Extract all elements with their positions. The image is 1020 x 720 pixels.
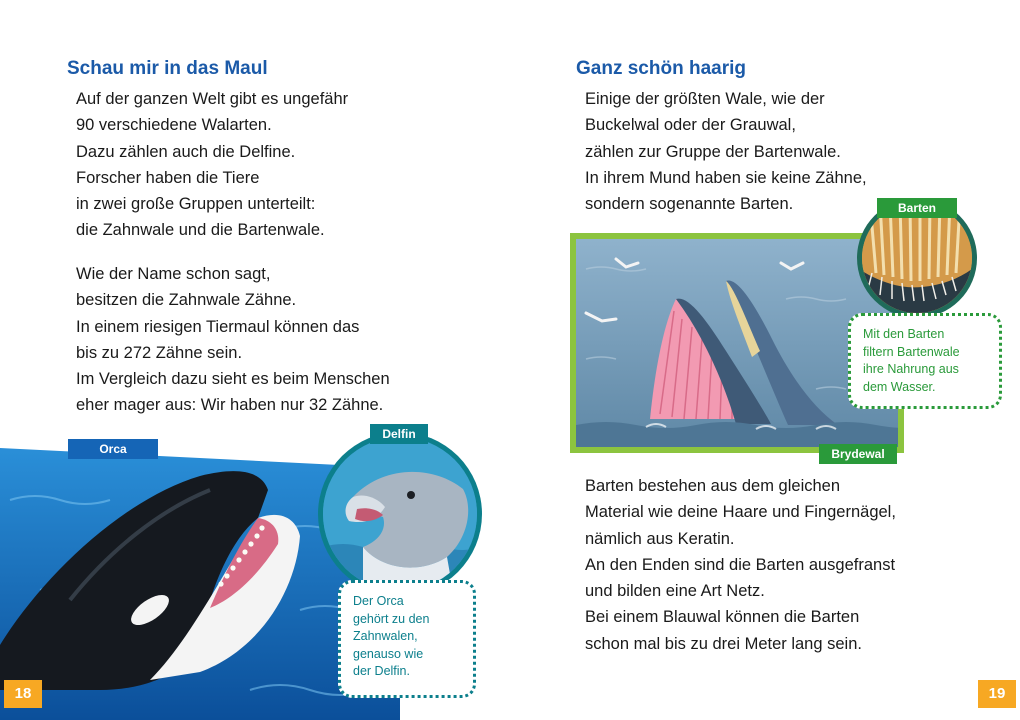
baleen-caption [848, 313, 1002, 409]
text-line: An den Enden sind die Barten ausgefranst [585, 555, 896, 574]
text-line: in zwei große Gruppen unterteilt: [76, 195, 316, 214]
text-line: Einige der größten Wale, wie der [585, 90, 825, 108]
text-line: zählen zur Gruppe der Bartenwale. [585, 142, 841, 161]
left-paragraph-1 [76, 86, 348, 244]
text-line: schon mal bis zu drei Meter lang sein. [585, 634, 862, 653]
text-line: Forscher haben die Tiere [76, 168, 260, 187]
dolphin-frame [318, 432, 482, 596]
text-line: Barten bestehen aus dem gleichen [585, 477, 841, 495]
text-line: besitzen die Zahnwale Zähne. [76, 291, 297, 310]
text-line: sondern sogenannte Barten. [585, 195, 794, 214]
text-line: Dazu zählen auch die Delfine. [76, 142, 296, 161]
text-line: Wie der Name schon sagt, [76, 265, 271, 283]
caption-line: Zahnwalen, [353, 629, 418, 643]
text-line: Bei einem Blauwal können die Barten [585, 608, 860, 627]
dolphin-illustration [323, 437, 477, 591]
caption-line: der Delfin. [353, 664, 410, 678]
right-paragraph-1 [585, 86, 867, 217]
caption-line: gehört zu den [353, 611, 430, 626]
left-paragraph-2 [76, 261, 390, 419]
text-line: In ihrem Mund haben sie keine Zähne, [585, 168, 867, 187]
page-number-right: 19 [978, 680, 1016, 708]
caption-line: ihre Nahrung aus [863, 362, 959, 376]
text-line: eher mager aus: Wir haben nur 32 Zähne. [76, 396, 384, 415]
text-line: 90 verschiedene Walarten. [76, 116, 272, 135]
caption-line: Der Orca [353, 594, 404, 608]
caption-line: dem Wasser. [863, 379, 936, 394]
dolphin-photo [323, 437, 477, 591]
baleen-photo [862, 203, 972, 313]
dolphin-label: Delfin [370, 424, 428, 444]
text-line: Material wie deine Haare und Fingernägel, [585, 503, 896, 522]
right-page [510, 0, 1020, 720]
caption-line: Mit den Barten [863, 327, 945, 341]
baleen-illustration [862, 203, 972, 313]
text-line: bis zu 272 Zähne sein. [76, 343, 243, 362]
text-line: und bilden eine Art Netz. [585, 582, 765, 601]
text-line: Im Vergleich dazu sieht es beim Menschen [76, 370, 390, 389]
caption-line: genauso wie [353, 646, 424, 661]
text-line: die Zahnwale und die Bartenwale. [76, 221, 325, 240]
orca-label: Orca [68, 439, 158, 459]
text-line: In einem riesigen Tiermaul können das [76, 317, 360, 336]
text-line: Buckelwal oder der Grauwal, [585, 116, 796, 135]
page-number-left: 18 [4, 680, 42, 708]
text-line: nämlich aus Keratin. [585, 529, 735, 548]
baleen-label: Barten [877, 198, 957, 218]
brydewal-label: Brydewal [819, 444, 897, 464]
orca-caption [338, 580, 476, 698]
text-line: Auf der ganzen Welt gibt es ungefähr [76, 90, 349, 108]
right-heading: Ganz schön haarig [576, 58, 746, 79]
left-heading: Schau mir in das Maul [67, 58, 268, 79]
right-paragraph-2 [585, 473, 896, 657]
caption-line: filtern Bartenwale [863, 344, 960, 359]
